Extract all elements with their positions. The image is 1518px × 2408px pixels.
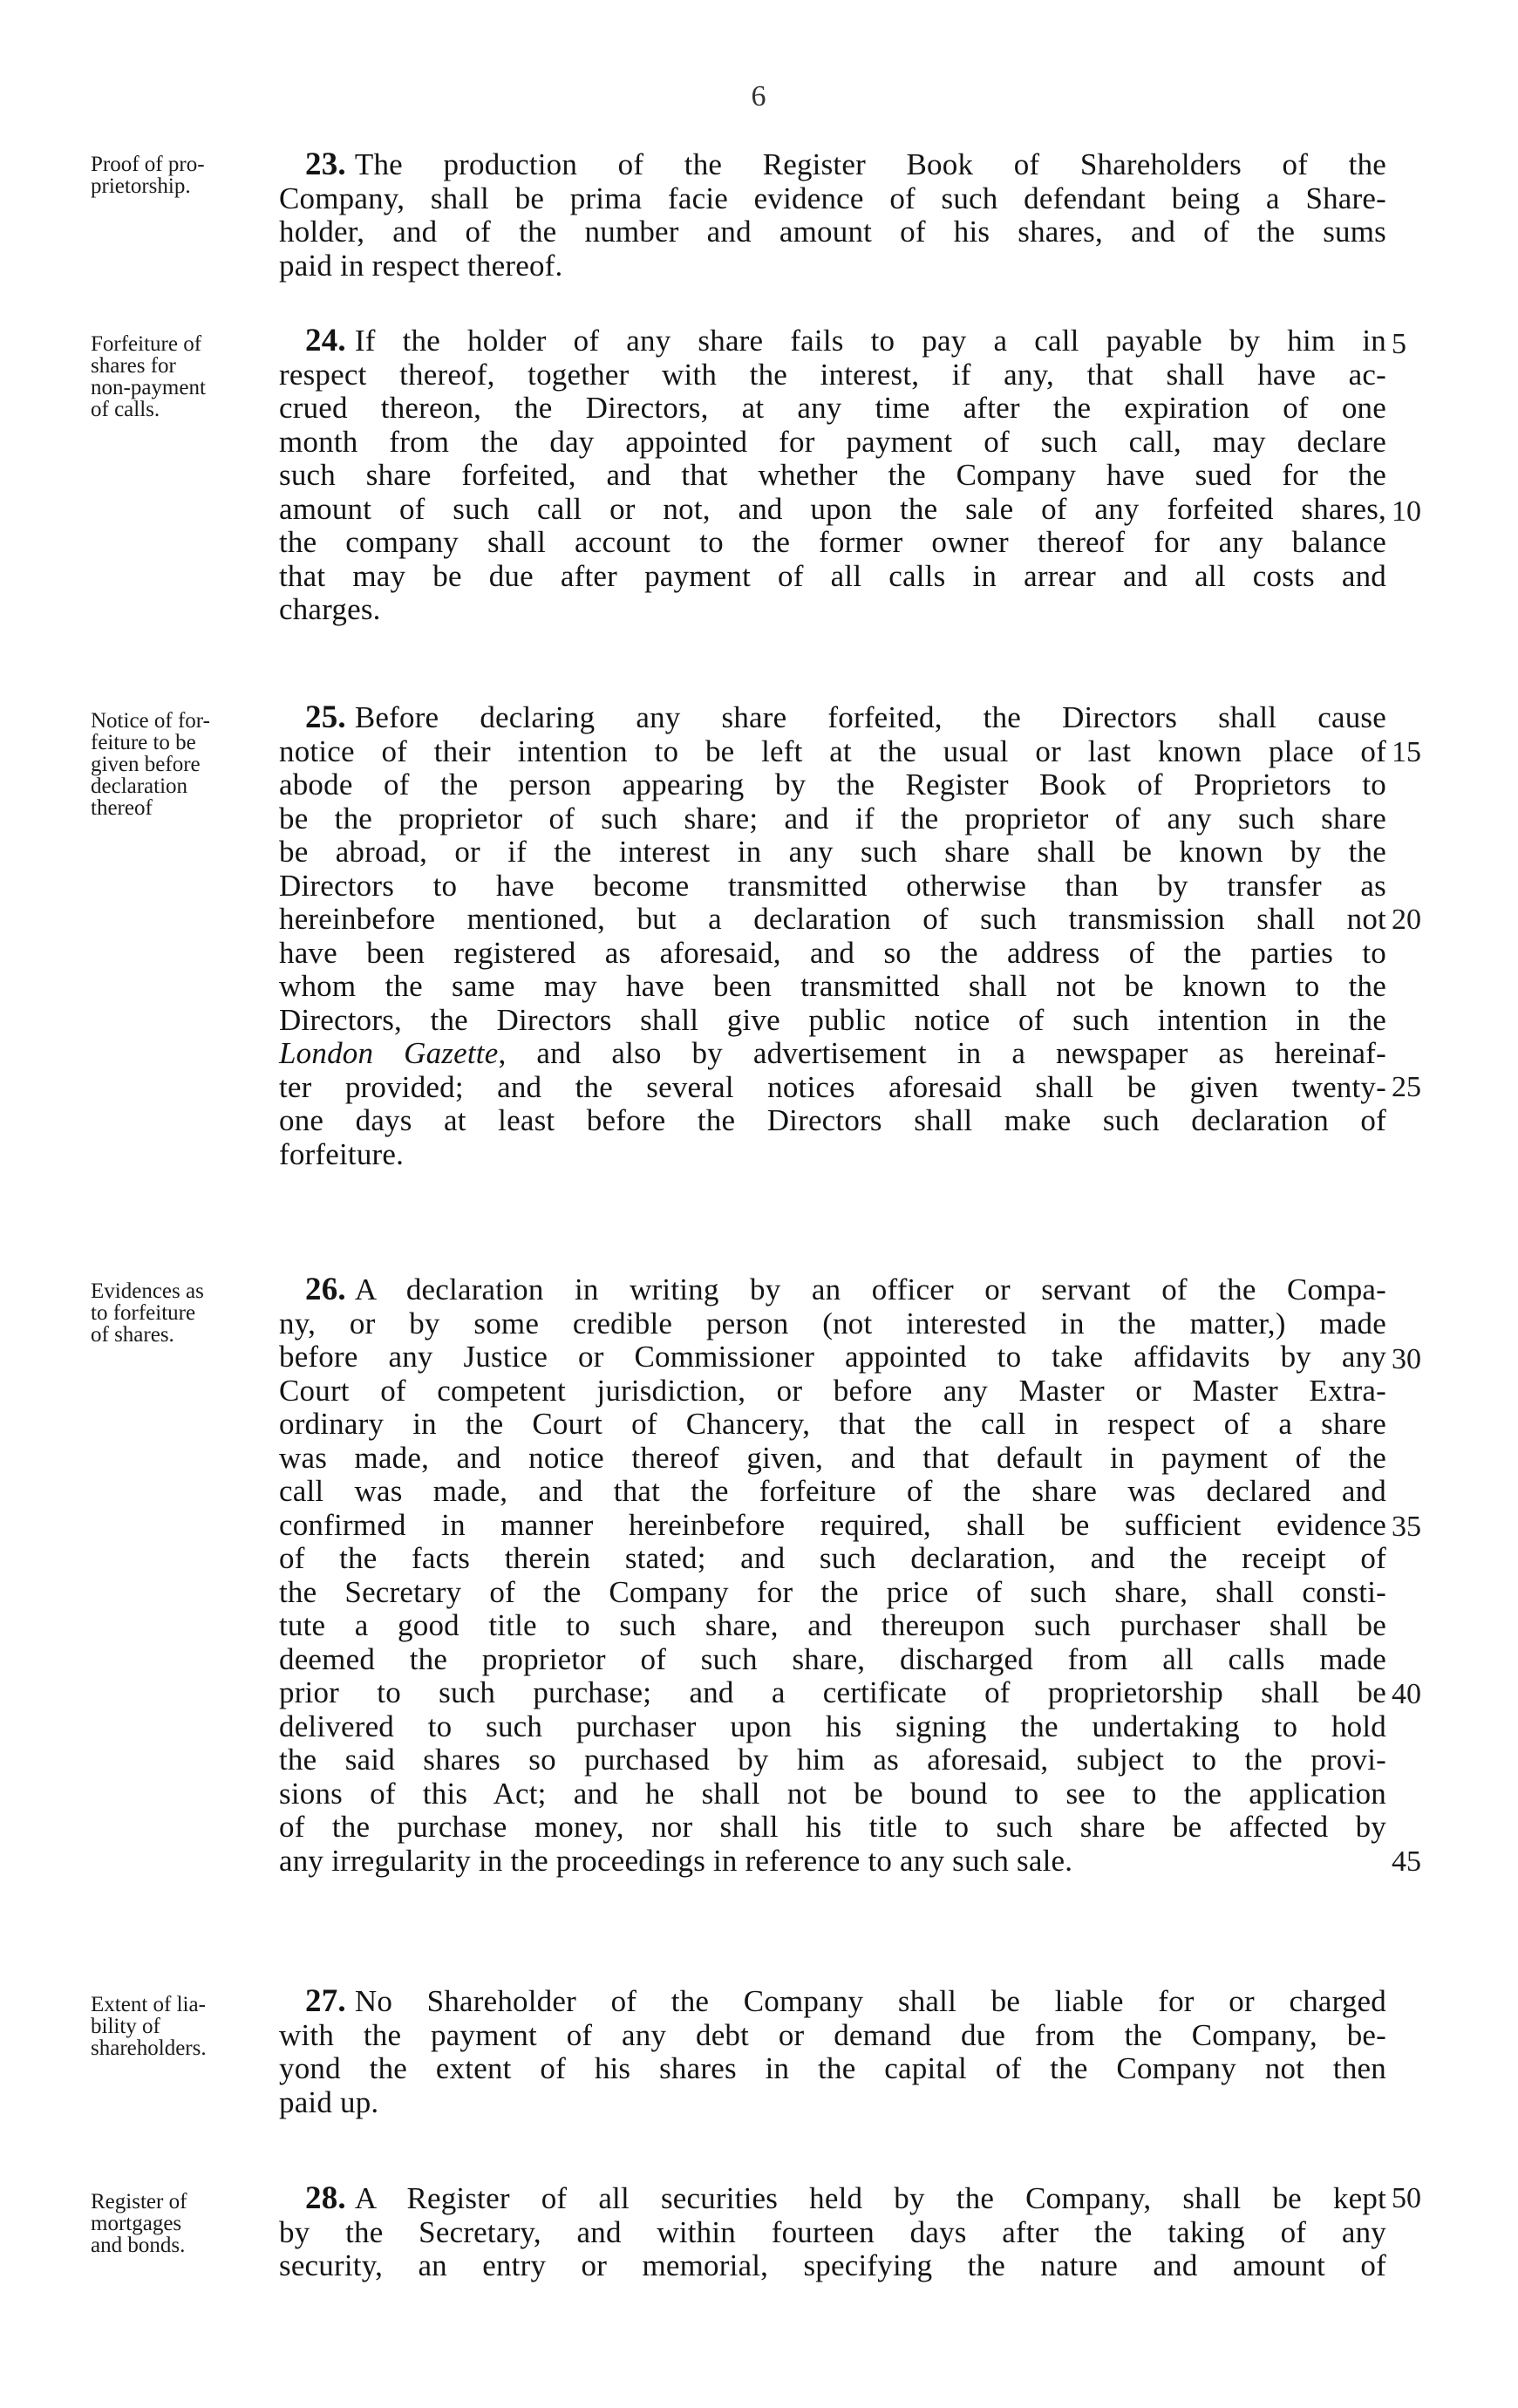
text-line: abode of the person appearing by the Register Book of Proprietors to: [279, 767, 1386, 802]
margin-note: Extent of lia- bility of shareholders.: [91, 1993, 207, 2060]
line-number: 50: [1392, 2182, 1421, 2214]
text-line: yond the extent of his shares in the capital of the Company not then: [279, 2051, 1386, 2085]
section-body: [279, 1985, 1386, 2119]
text-line: Directors, the Directors shall give public notice of such intention in the: [279, 1002, 1386, 1037]
text-line: by the Secretary, and within fourteen days after the taking of any: [279, 2214, 1386, 2249]
text-line: [279, 1037, 1386, 1071]
text-line: respect thereof, together with the interest, if any, that shall have ac-: [279, 357, 1386, 392]
text-line: call was made, and that the forfeiture of the share was declared and: [279, 1474, 1386, 1508]
line-number: 20: [1392, 904, 1421, 936]
text-line: paid up.: [279, 2084, 379, 2119]
text-line: the said shares so purchased by him as aforesaid, subject to the provi-: [279, 1743, 1386, 1777]
text-line: 23. The production of the Register Book of Shareholders of the: [305, 147, 1386, 182]
section-number: 25.: [305, 699, 346, 735]
text-line: deemed the proprietor of such share, discharged from all calls made: [279, 1641, 1386, 1676]
text-line: hereinbefore mentioned, but a declaration of such transmission shall not: [279, 902, 1386, 936]
text-line: before any Justice or Commissioner appointed to take affidavits by any: [279, 1340, 1386, 1374]
text-line: Company, shall be prima facie evidence of such defendant being a Share-: [279, 181, 1386, 215]
text-line: sions of this Act; and he shall not be bound to see to the application: [279, 1776, 1386, 1811]
text-line: of the facts therein stated; and such declaration, and the receipt of: [279, 1541, 1386, 1575]
text-line: was made, and notice thereof given, and that default in payment of the: [279, 1440, 1386, 1475]
text-line: charges.: [279, 592, 381, 626]
text-line: of the purchase money, nor shall his title to such share be affected by: [279, 1810, 1386, 1844]
text-line: the Secretary of the Company for the price of such share, shall consti-: [279, 1574, 1386, 1609]
text-line: one days at least before the Directors shall make such declaration of: [279, 1103, 1386, 1137]
line-number: 5: [1392, 328, 1406, 360]
page-number: 6: [751, 80, 766, 113]
section-number: 28.: [305, 2180, 346, 2216]
text-line: holder, and of the number and amount of his shares, and of the sums: [279, 215, 1386, 249]
section-number: 27.: [305, 1983, 346, 2019]
text-line: 26. A declaration in writing by an officer or servant of the Compa-: [305, 1272, 1386, 1307]
section-body: [279, 148, 1386, 283]
text-line: have been registered as aforesaid, and so the address of the parties to: [279, 935, 1386, 970]
margin-note: Notice of for- feiture to be given before declaration thereof: [91, 709, 210, 820]
text-line: 27. No Shareholder of the Company shall be liable for or charged: [305, 1983, 1386, 2019]
text-line: that may be due after payment of all calls in arrear and all costs and: [279, 558, 1386, 593]
text-line: confirmed in manner hereinbefore required, shall be sufficient evidence: [279, 1507, 1386, 1542]
line-number: 30: [1392, 1343, 1421, 1375]
text-line: be abroad, or if the interest in any such share shall be known by the: [279, 835, 1386, 869]
text-line: with the payment of any debt or demand due from the Company, be-: [279, 2017, 1386, 2052]
section-body: [279, 2182, 1386, 2283]
text-line: prior to such purchase; and a certificate of proprietorship shall be: [279, 1675, 1386, 1709]
text-line: notice of their intention to be left at the usual or last known place of: [279, 733, 1386, 768]
text-line: 24. If the holder of any share fails to pay a call payable by him in: [305, 323, 1386, 358]
margin-note: Forfeiture of shares for non-payment of calls.: [91, 332, 206, 421]
section-number: 24.: [305, 323, 346, 358]
margin-note: Register of mortgages and bonds.: [91, 2190, 187, 2257]
text-line: paid in respect thereof.: [279, 248, 563, 283]
line-number: 45: [1392, 1845, 1421, 1878]
section-number: 23.: [305, 147, 346, 182]
section-body: [279, 324, 1386, 627]
section-body: [279, 1273, 1386, 1878]
text-line: ordinary in the Court of Chancery, that the call in respect of a share: [279, 1407, 1386, 1441]
text-line: Directors to have become transmitted otherwise than by transfer as: [279, 868, 1386, 903]
text-line: ny, or by some credible person (not interested in the matter,) made: [279, 1306, 1386, 1340]
text-line: the company shall account to the former owner thereof for any balance: [279, 525, 1386, 559]
text-line: be the proprietor of such share; and if the proprietor of any such share: [279, 801, 1386, 836]
line-number: 40: [1392, 1678, 1421, 1710]
text-line: forfeiture.: [279, 1136, 405, 1171]
text-line: ter provided; and the several notices aforesaid shall be given twenty-: [279, 1069, 1386, 1104]
line-number: 15: [1392, 736, 1421, 768]
section-number: 26.: [305, 1272, 346, 1307]
text-line: 25. Before declaring any share forfeited, the Directors shall cause: [305, 699, 1386, 735]
text-line: whom the same may have been transmitted shall not be known to the: [279, 969, 1386, 1003]
text-line: amount of such call or not, and upon the sale of any forfeited shares,: [279, 491, 1386, 526]
gazette-title: London Gazette: [279, 1036, 499, 1070]
line-number: 25: [1392, 1071, 1421, 1103]
text-line: tute a good title to such share, and thereupon such purchaser shall be: [279, 1608, 1386, 1642]
text-line: 28. A Register of all securities held by the Company, shall be kept: [305, 2180, 1386, 2216]
section-body: [279, 701, 1386, 1171]
text-line: delivered to such purchaser upon his signing the undertaking to hold: [279, 1709, 1386, 1743]
margin-note: Proof of pro- prietorship.: [91, 153, 205, 198]
gazette-line-rest: , and also by advertisement in a newspaper as hereinaf-: [498, 1036, 1386, 1070]
line-number: 10: [1392, 495, 1421, 528]
line-number: 35: [1392, 1511, 1421, 1543]
text-line: month from the day appointed for payment of such call, may declare: [279, 424, 1386, 459]
text-line: Court of competent jurisdiction, or before any Master or Master Extra-: [279, 1373, 1386, 1408]
text-line: any irregularity in the proceedings in reference to any such sale.: [279, 1843, 1073, 1878]
text-line: security, an entry or memorial, specifying the nature and amount of: [279, 2248, 1386, 2282]
text-line: such share forfeited, and that whether the Company have sued for the: [279, 458, 1386, 492]
text-line: crued thereon, the Directors, at any time after the expiration of one: [279, 391, 1386, 425]
margin-note: Evidences as to forfeiture of shares.: [91, 1279, 204, 1347]
